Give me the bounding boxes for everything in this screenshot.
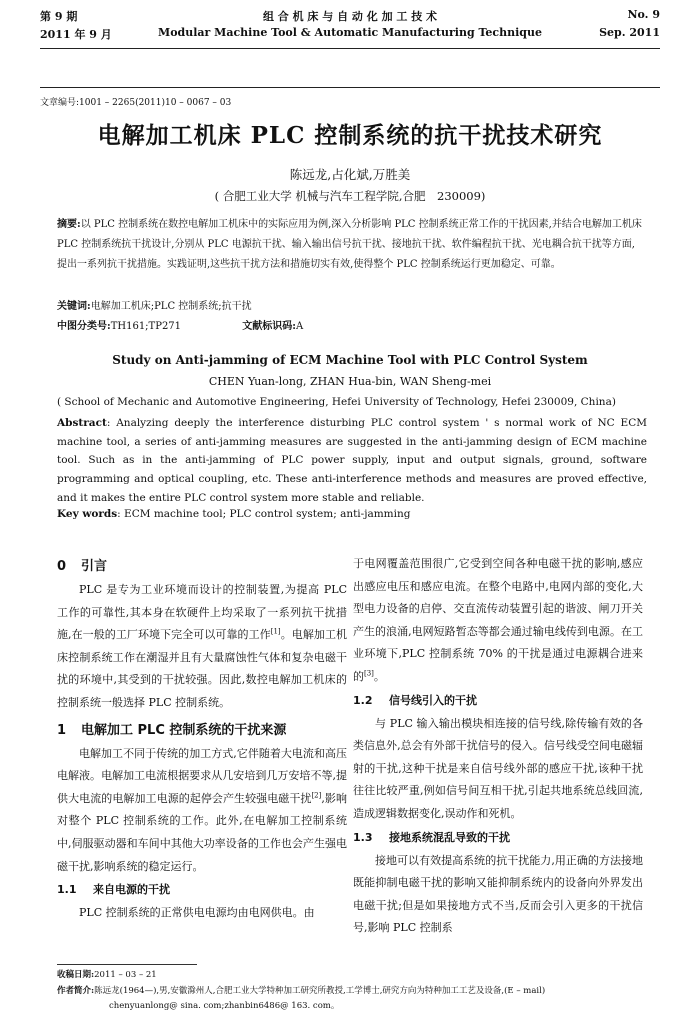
classification-line <box>57 317 642 337</box>
paper-affiliation: ( 合肥工业大学 机械与汽车工程学院,合肥 230009) <box>214 189 486 203</box>
english-abstract <box>57 414 647 508</box>
abstract-cn <box>57 215 642 275</box>
section-1-2-number: 1.2 <box>353 693 373 707</box>
section-1-paragraph <box>57 743 347 879</box>
classification-label: 中图分类号: <box>57 321 111 332</box>
doc-code-label: 文献标识码: <box>242 321 296 332</box>
section-1-heading <box>57 719 347 743</box>
body-column-left <box>57 555 347 925</box>
section-0-text-a: PLC 是专为工业环境而设计的控制装置,为提高 PLC 工作的可靠性,其本身在软硬件上均采取了一系列抗干扰措施,在一般的工厂环境下完全可以可靠的工作 <box>57 583 347 642</box>
english-keywords-label: Key words <box>57 508 118 520</box>
section-0-heading <box>57 555 347 579</box>
section-1-3-paragraph: 接地可以有效提高系统的抗干扰能力,用正确的方法接地既能抑制电磁干扰的影响又能抑制系统内的设备向外界发出电磁干扰;但是如果接地方式不当,反而会引入更多的干扰信号,影响 PLC 控制系 <box>353 853 643 935</box>
section-1-1-heading <box>57 878 347 902</box>
section-1-1-number: 1.1 <box>57 883 77 897</box>
english-keywords-text: : ECM machine tool; PLC control system; anti-jamming <box>117 508 411 520</box>
keywords-cn-label: 关键词: <box>57 301 91 312</box>
section-0-text-b: 。电解加工机床控制系统工作在潮湿并且有大量腐蚀性气体和复杂电磁干扰的环境中,其受到的干扰较强。因此,数控电解加工机床的控制系统一般选择 PLC 控制系统。 <box>57 628 348 709</box>
section-1-text-b: ,影响对整个 PLC 控制系统的工作。此外,在电解加工控制系统中,伺服驱动器和车间中其他大功率设备的工作也会产生强电磁干扰,影响系统的稳定运行。 <box>57 791 347 873</box>
issue-en: No. 9 <box>627 8 660 21</box>
journal-name-en: Modular Machine Tool & Automatic Manufacturing Technique <box>158 26 542 39</box>
citation-3: [3] <box>364 669 374 678</box>
abstract-cn-text: 以 PLC 控制系统在数控电解加工机床中的实际应用为例,深入分析影响 PLC 控制系统正常工作的干扰因素,并结合电解加工机床 PLC 控制系统抗干扰设计,分别从 PLC 电源抗干扰、输入输出信号抗干扰、接地抗干扰、软件编程抗干扰、光电耦合抗干扰等方面,提出一系列抗干扰措施。实践证明,这些抗干扰方法和措施切实有效,使得整个 PLC 控制系统运行更加稳定、可靠。 <box>57 219 642 270</box>
doc-code-text: A <box>295 321 304 332</box>
section-1-1-text-b: 。 <box>373 669 385 683</box>
section-1-1-paragraph-start: PLC 控制系统的正常供电电源均由电网供电。由 <box>79 906 315 920</box>
section-1-2-paragraph: 与 PLC 输入输出模块相连接的信号线,除传输有效的各类信息外,总会有外部干扰信号的侵入。信号线受空间电磁辐射的干扰,这种干扰是来自信号线外部的感应干扰,该种干扰往往比较严重,例如信号间互相干扰,引起共地系统总线回流,造成逻辑数据变化,误动作和死机。 <box>353 716 643 820</box>
body-column-right <box>353 553 643 940</box>
received-label: 收稿日期: <box>57 970 95 980</box>
article-rule <box>40 87 660 88</box>
section-0-paragraph <box>57 579 347 715</box>
section-1-1-paragraph-cont <box>353 553 643 689</box>
footnote-rule <box>57 964 197 965</box>
section-1-1-text-a: 于电网覆盖范围很广,它受到空间各种电磁干扰的影响,感应出感应电压和感应电流。在整个电路中,电网内部的变化,大型电力设备的启停、交直流传动装置引起的谐波、闸刀开关产生的浪涌,电网短路暂态等都会通过输电线传到电源。在工业环境下,PLC 控制系统 70% 的干扰是通过电源耦合进来的 <box>353 557 643 683</box>
english-abstract-label: Abstract <box>57 417 107 429</box>
footnote-author <box>57 984 657 1014</box>
footnote-received <box>57 968 657 983</box>
keywords-cn-text: 电解加工机床;PLC 控制系统;抗干扰 <box>90 301 252 312</box>
abstract-cn-label: 摘要: <box>57 219 81 230</box>
article-number: 文章编号:1001 – 2265(2011)10 – 0067 – 03 <box>40 98 232 108</box>
section-0-title: 引言 <box>81 559 108 574</box>
issue-cn: 第 9 期 <box>40 10 78 23</box>
journal-name-cn: 组 合 机 床 与 自 动 化 加 工 技 术 <box>262 10 438 23</box>
author-bio-label: 作者简介: <box>57 986 95 996</box>
section-1-3-number: 1.3 <box>353 830 373 844</box>
section-1-title: 电解加工 PLC 控制系统的干扰来源 <box>81 722 287 738</box>
keywords-cn <box>57 297 642 317</box>
english-affiliation: ( School of Mechanic and Automotive Engineering, Hefei University of Technology, Hefei 230009, China) <box>57 396 616 408</box>
author-bio-text: 陈远龙(1964—),男,安徽滁州人,合肥工业大学特种加工研究所教授,工学博士,研究方向为特种加工工艺及设备,(E – mail) <box>94 986 546 996</box>
english-title: Study on Anti-jamming of ECM Machine Tool with PLC Control System <box>112 353 588 367</box>
section-1-2-title: 信号线引入的干扰 <box>389 693 477 707</box>
author-email: chenyuanlong@ sina. com;zhanbin6486@ 163. com。 <box>109 1001 340 1011</box>
citation-2: [2] <box>311 791 322 800</box>
section-1-3-title: 接地系统混乱导致的干扰 <box>389 830 510 844</box>
date-cn: 2011 年 9 月 <box>40 28 112 41</box>
classification-text: TH161;TP271 <box>110 321 182 332</box>
citation-1: [1] <box>270 627 281 636</box>
paper-authors: 陈远龙,占化斌,万胜美 <box>289 167 411 182</box>
english-authors: CHEN Yuan-long, ZHAN Hua-bin, WAN Sheng-mei <box>208 375 492 388</box>
paper-title: 电解加工机床 PLC 控制系统的抗干扰技术研究 <box>97 122 603 149</box>
section-1-number: 1 <box>57 722 67 738</box>
header-rule <box>40 48 660 49</box>
section-0-number: 0 <box>57 559 67 574</box>
english-keywords <box>57 508 647 520</box>
received-date: 2011 – 03 – 21 <box>94 970 157 980</box>
date-en: Sep. 2011 <box>599 26 660 39</box>
section-1-2-heading <box>353 689 643 713</box>
section-1-1-title: 来自电源的干扰 <box>93 883 170 897</box>
section-1-3-heading <box>353 826 643 850</box>
english-abstract-text: : Analyzing deeply the interference disturbing PLC control system ' s normal work of NC ECM machine tool, a series of anti-jamming measures are suggested in the anti-jamming design of ECM machine tool. Such as in the anti-jamming of PLC power supply, input and output signals, ground, software programming and optical coupling, etc. These anti-interference methods and measures are proved effective, and it makes the entire PLC control system more stable and reliable. <box>57 417 647 504</box>
section-1-text-a: 电解加工不同于传统的加工方式,它伴随着大电流和高压电解液。电解加工电流根据要求从几安培到几万安培不等,提供大电流的电解加工电源的起停会产生较强电磁干扰 <box>57 746 347 805</box>
